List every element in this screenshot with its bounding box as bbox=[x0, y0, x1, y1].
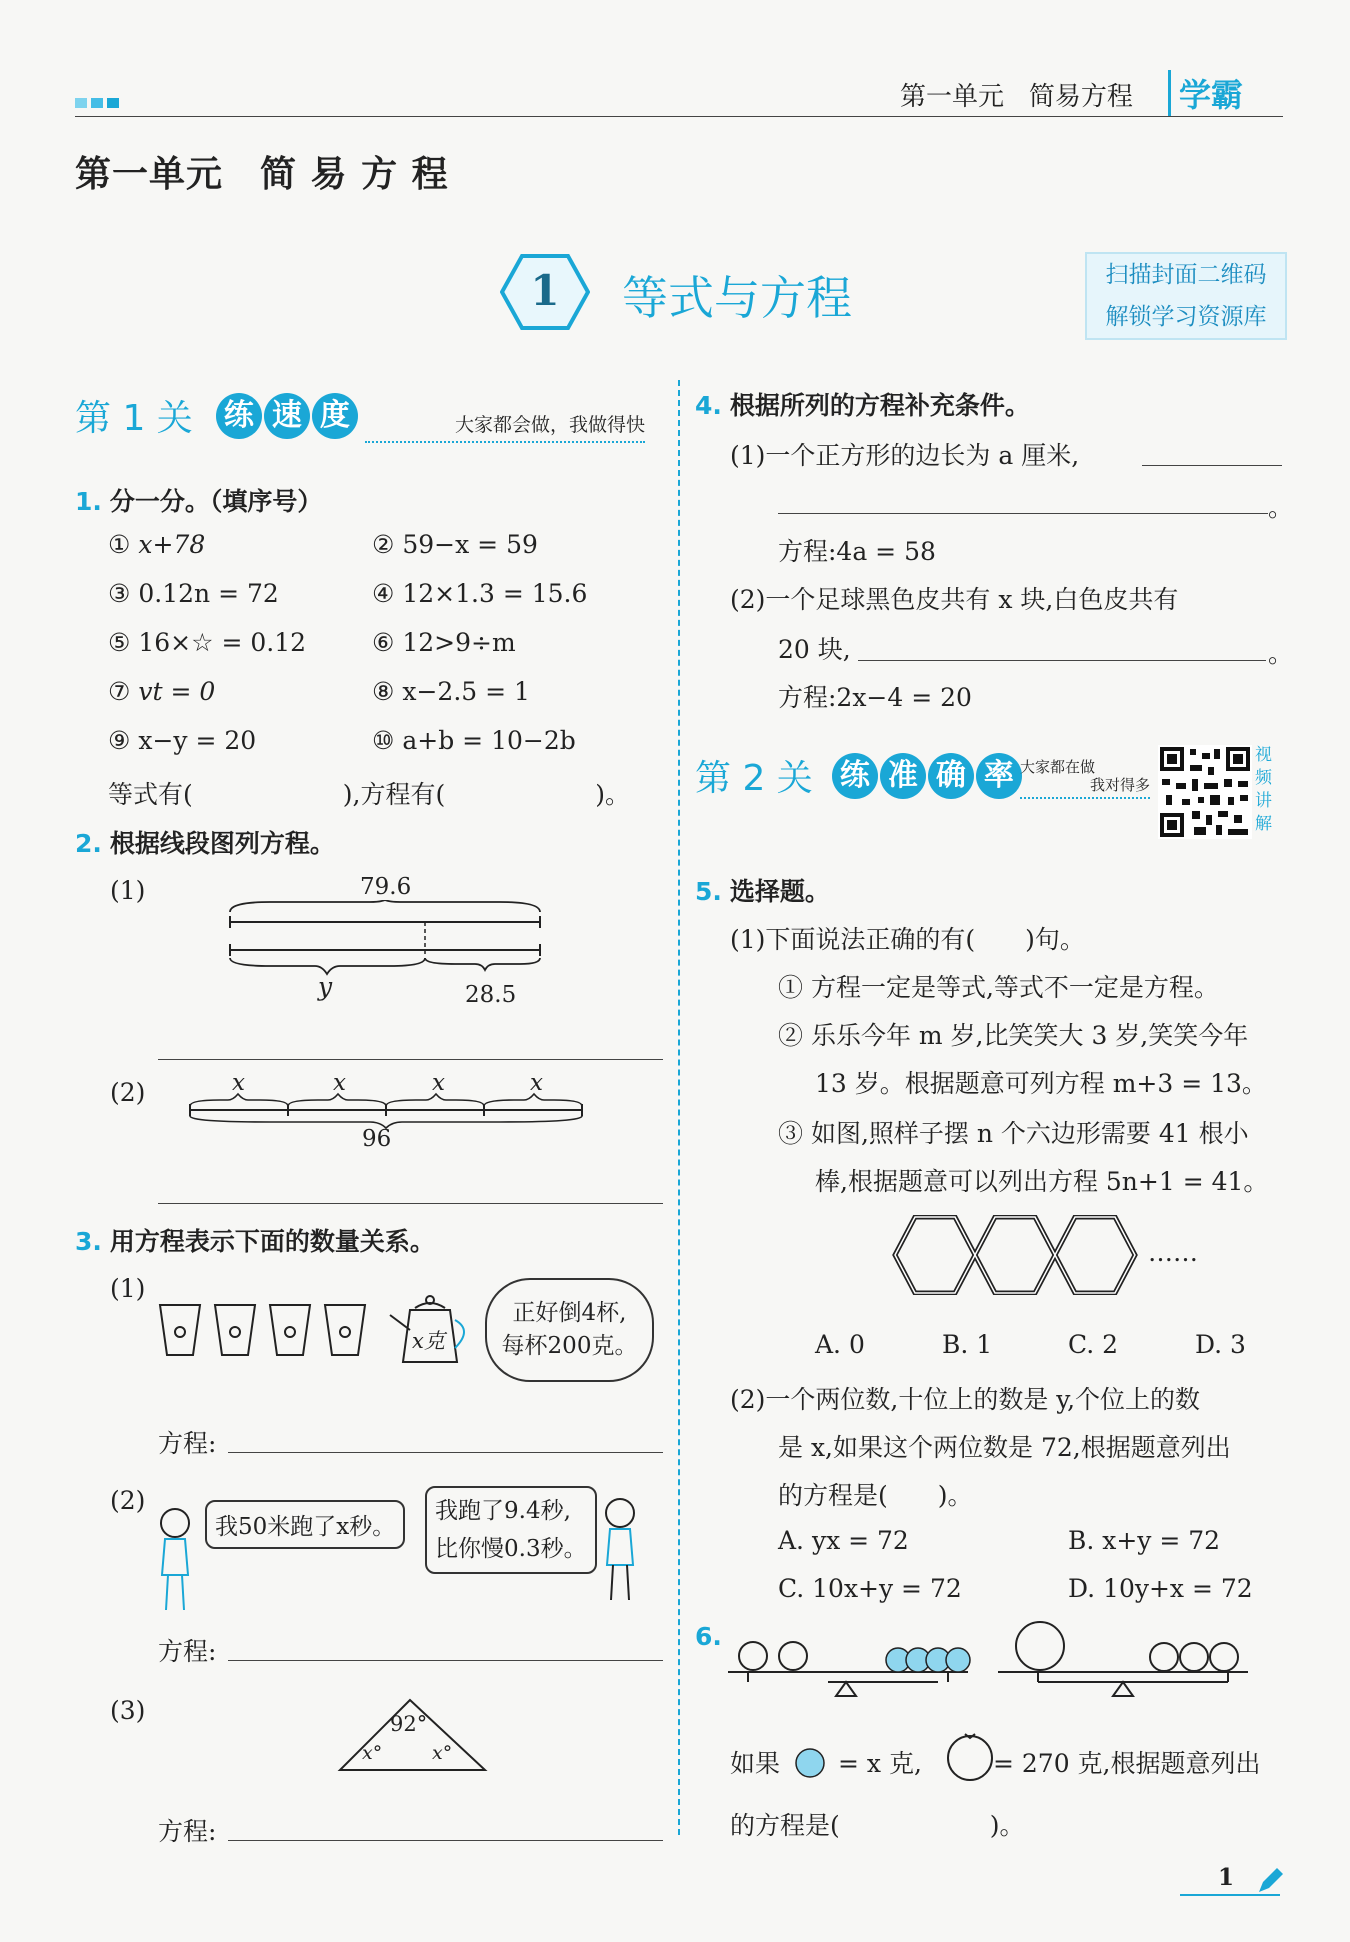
q5-p1: (1)下面说法正确的有( )句。 bbox=[730, 925, 1085, 954]
lesson-title: 等式与方程 bbox=[622, 271, 852, 325]
item-mark: ⑥ bbox=[372, 628, 395, 657]
section1-char: 练 bbox=[216, 393, 262, 439]
item-mark: ⑤ bbox=[108, 628, 131, 657]
bubble-line: 正好倒4杯, bbox=[512, 1300, 627, 1326]
list-item bbox=[372, 726, 576, 755]
item-expr: x−y = 20 bbox=[138, 726, 257, 755]
q3-title bbox=[75, 1222, 435, 1258]
answer-line[interactable] bbox=[158, 1203, 663, 1204]
q2-title-text: 根据线段图列方程。 bbox=[109, 829, 335, 858]
q2-title bbox=[75, 824, 335, 860]
list-item bbox=[372, 579, 587, 608]
section1-char: 速 bbox=[264, 393, 310, 439]
q2-p2-seg: x bbox=[333, 1070, 346, 1096]
q5-s1: ① 方程一定是等式,等式不一定是方程。 bbox=[778, 973, 1219, 1002]
balance-scales-illustration bbox=[728, 1600, 1288, 1710]
lesson-number-badge bbox=[500, 252, 590, 332]
triangle-left-angle: x° bbox=[362, 1742, 383, 1764]
q5-p2c: 的方程是( )。 bbox=[778, 1481, 973, 1510]
item-mark: ⑩ bbox=[372, 726, 395, 755]
boy-illustration bbox=[150, 1505, 200, 1615]
lesson-number: 1 bbox=[530, 266, 560, 315]
q3-p1-label: (1) bbox=[110, 1274, 146, 1303]
q2-p1-part: 28.5 bbox=[465, 982, 517, 1008]
q3-title-text: 用方程表示下面的数量关系。 bbox=[109, 1227, 435, 1256]
q3-p3-label: (3) bbox=[110, 1696, 146, 1725]
header-deco bbox=[75, 93, 119, 112]
brand-logo: 学霸 bbox=[1168, 70, 1243, 116]
q4-number: 4. bbox=[695, 391, 722, 420]
q2-p2-seg: x bbox=[432, 1070, 445, 1096]
list-item bbox=[108, 579, 279, 608]
q5-s2b: 13 岁。根据题意可列方程 m+3 = 13。 bbox=[815, 1069, 1267, 1098]
list-item bbox=[108, 530, 205, 559]
video-char: 解 bbox=[1255, 814, 1272, 834]
speech-bubble-1: 我50米跑了x秒。 bbox=[205, 1500, 405, 1549]
q2-p2-seg: x bbox=[232, 1070, 245, 1096]
q5-option[interactable]: D. 10y+x = 72 bbox=[1068, 1574, 1253, 1603]
q3-number: 3. bbox=[75, 1227, 102, 1256]
item-expr: 59−x = 59 bbox=[402, 530, 538, 559]
speech-bubble-2 bbox=[425, 1486, 597, 1574]
triangle-right-angle: x° bbox=[432, 1742, 453, 1764]
slogan-line: 我对得多 bbox=[1089, 776, 1150, 794]
answer-line[interactable] bbox=[228, 1840, 663, 1841]
item-mark: ② bbox=[372, 530, 395, 559]
q3-p2-eq-label: 方程: bbox=[158, 1637, 217, 1666]
q5-p2b: 是 x,如果这个两位数是 72,根据题意列出 bbox=[778, 1433, 1231, 1462]
q5-s2a: ② 乐乐今年 m 岁,比笑笑大 3 岁,笑笑今年 bbox=[778, 1021, 1249, 1050]
item-expr: 0.12n = 72 bbox=[138, 579, 279, 608]
q6-number-text: 6. bbox=[695, 1622, 722, 1651]
thought-bubble bbox=[485, 1278, 654, 1382]
q5-option[interactable]: A. yx = 72 bbox=[778, 1526, 909, 1555]
q6-text-4: 的方程是( )。 bbox=[730, 1811, 1025, 1840]
section2-char: 练 bbox=[832, 753, 878, 799]
page-title: 第一单元 简 易 方 程 bbox=[75, 153, 449, 195]
list-item bbox=[108, 677, 215, 706]
q3-p3-eq-label: 方程: bbox=[158, 1817, 217, 1846]
hexagon-ellipsis: …… bbox=[1148, 1238, 1198, 1267]
scan-qr-box[interactable] bbox=[1085, 252, 1287, 340]
header-unit-label: 第一单元 bbox=[900, 82, 1005, 112]
q4-period-2: 。 bbox=[1268, 639, 1294, 668]
q2-p1-label: (1) bbox=[110, 876, 146, 905]
q1-title-text: 分一分。（填序号） bbox=[109, 487, 323, 516]
item-mark: ⑨ bbox=[108, 726, 131, 755]
q5-s3b: 棒,根据题意可以列出方程 5n+1 = 41。 bbox=[815, 1167, 1269, 1196]
q2-p2-seg: x bbox=[530, 1070, 543, 1096]
q4-title-text: 根据所列的方程补充条件。 bbox=[729, 391, 1030, 420]
item-mark: ④ bbox=[372, 579, 395, 608]
q5-option[interactable]: B. 1 bbox=[942, 1330, 993, 1359]
q6-text-3: = 270 克,根据题意列出 bbox=[993, 1749, 1261, 1778]
cups-illustration bbox=[155, 1300, 370, 1360]
q4-period: 。 bbox=[1268, 493, 1294, 522]
answer-line[interactable] bbox=[228, 1660, 663, 1661]
scan-line1: 扫描封面二维码 bbox=[1105, 262, 1267, 288]
q2-p1-var: y bbox=[318, 972, 333, 1001]
section2-header bbox=[695, 750, 1024, 801]
q5-option[interactable]: C. 2 bbox=[1068, 1330, 1119, 1359]
video-char: 频 bbox=[1255, 768, 1272, 788]
q5-s3a: ③ 如图,照样子摆 n 个六边形需要 41 根小 bbox=[778, 1119, 1249, 1148]
page-number: 1 bbox=[1218, 1864, 1235, 1891]
q5-title-text: 选择题。 bbox=[729, 877, 830, 906]
video-explain-label[interactable] bbox=[1255, 744, 1272, 836]
q1-number: 1. bbox=[75, 487, 102, 516]
section2-slogan bbox=[1020, 758, 1150, 799]
column-divider bbox=[678, 380, 680, 1835]
item-mark: ① bbox=[108, 530, 131, 559]
answer-line[interactable] bbox=[858, 660, 1266, 661]
hexagon-sticks-illustration bbox=[890, 1215, 1140, 1295]
q2-number: 2. bbox=[75, 829, 102, 858]
qr-code-icon[interactable] bbox=[1158, 745, 1252, 839]
q1-answer-line[interactable]: 等式有( ),方程有( )。 bbox=[108, 780, 630, 809]
answer-line[interactable] bbox=[1142, 465, 1282, 466]
item-expr: vt = 0 bbox=[138, 677, 216, 706]
item-expr: 12×1.3 = 15.6 bbox=[402, 579, 588, 608]
section1-slogan: 大家都会做，我做得快 bbox=[365, 410, 645, 443]
q4-p1: (1)一个正方形的边长为 a 厘米, bbox=[730, 441, 1080, 470]
q5-title bbox=[695, 872, 830, 908]
pencil-icon bbox=[1255, 1866, 1285, 1896]
q6-text-1: 如果 bbox=[730, 1749, 781, 1778]
list-item bbox=[372, 677, 530, 706]
scan-line2: 解锁学习资源库 bbox=[1105, 304, 1267, 330]
q2-p2-label: (2) bbox=[110, 1078, 146, 1107]
boy-illustration bbox=[595, 1495, 645, 1605]
section2-char: 确 bbox=[928, 753, 974, 799]
orange-icon bbox=[945, 1728, 995, 1784]
section2-char: 率 bbox=[976, 753, 1022, 799]
q5-p2a: (2)一个两位数,十位上的数是 y,个位上的数 bbox=[730, 1385, 1201, 1414]
q5-option[interactable]: D. 3 bbox=[1195, 1330, 1246, 1359]
q2-p1-total: 79.6 bbox=[360, 874, 412, 900]
q4-p1-eq: 方程:4a = 58 bbox=[778, 537, 936, 566]
answer-line[interactable] bbox=[778, 513, 1268, 514]
video-char: 视 bbox=[1255, 745, 1272, 765]
item-mark: ⑦ bbox=[108, 677, 131, 706]
item-mark: ⑧ bbox=[372, 677, 395, 706]
q4-p2-eq: 方程:2x−4 = 20 bbox=[778, 683, 972, 712]
item-expr: a+b = 10−2b bbox=[402, 726, 576, 755]
header-unit bbox=[900, 76, 1133, 113]
section1-char: 度 bbox=[312, 393, 358, 439]
item-expr: 12>9÷m bbox=[402, 628, 516, 657]
q5-number: 5. bbox=[695, 877, 722, 906]
q3-p2-label: (2) bbox=[110, 1486, 146, 1515]
header-unit-topic: 简易方程 bbox=[1028, 82, 1133, 112]
item-expr: x−2.5 = 1 bbox=[402, 677, 530, 706]
q4-p2a: (2)一个足球黑色皮共有 x 块,白色皮共有 bbox=[730, 585, 1179, 614]
section2-label: 第 2 关 bbox=[695, 758, 813, 799]
item-mark: ③ bbox=[108, 579, 131, 608]
speech-line: 我跑了9.4秒, bbox=[435, 1498, 571, 1524]
section1-header bbox=[75, 390, 360, 441]
video-char: 讲 bbox=[1255, 791, 1272, 811]
q6-text-2: = x 克, bbox=[838, 1749, 922, 1778]
section2-char: 准 bbox=[880, 753, 926, 799]
answer-line[interactable] bbox=[228, 1452, 663, 1453]
q1-title bbox=[75, 482, 322, 518]
q6-number bbox=[695, 1622, 722, 1651]
q5-option[interactable]: C. 10x+y = 72 bbox=[778, 1574, 962, 1603]
q5-option[interactable]: A. 0 bbox=[815, 1330, 865, 1359]
slogan-line: 大家都在做 bbox=[1020, 758, 1096, 776]
bubble-line: 每杯200克。 bbox=[501, 1333, 638, 1359]
speech-line: 比你慢0.3秒。 bbox=[435, 1536, 587, 1562]
q4-p2b: 20 块, bbox=[778, 635, 851, 664]
q4-title bbox=[695, 386, 1030, 422]
answer-line[interactable] bbox=[158, 1059, 663, 1060]
item-expr: x+78 bbox=[138, 530, 206, 559]
section1-label: 第 1 关 bbox=[75, 398, 193, 439]
triangle-top-angle: 92° bbox=[390, 1712, 428, 1736]
q2-p2-total: 96 bbox=[362, 1126, 392, 1152]
q3-p1-eq-label: 方程: bbox=[158, 1429, 217, 1458]
list-item bbox=[108, 628, 306, 657]
kettle-label: x克 bbox=[412, 1329, 445, 1353]
list-item bbox=[108, 726, 256, 755]
q5-option[interactable]: B. x+y = 72 bbox=[1068, 1526, 1221, 1555]
list-item bbox=[372, 530, 538, 559]
list-item bbox=[372, 628, 516, 657]
item-expr: 16×☆ = 0.12 bbox=[138, 628, 307, 657]
blue-ball-icon bbox=[792, 1745, 828, 1781]
